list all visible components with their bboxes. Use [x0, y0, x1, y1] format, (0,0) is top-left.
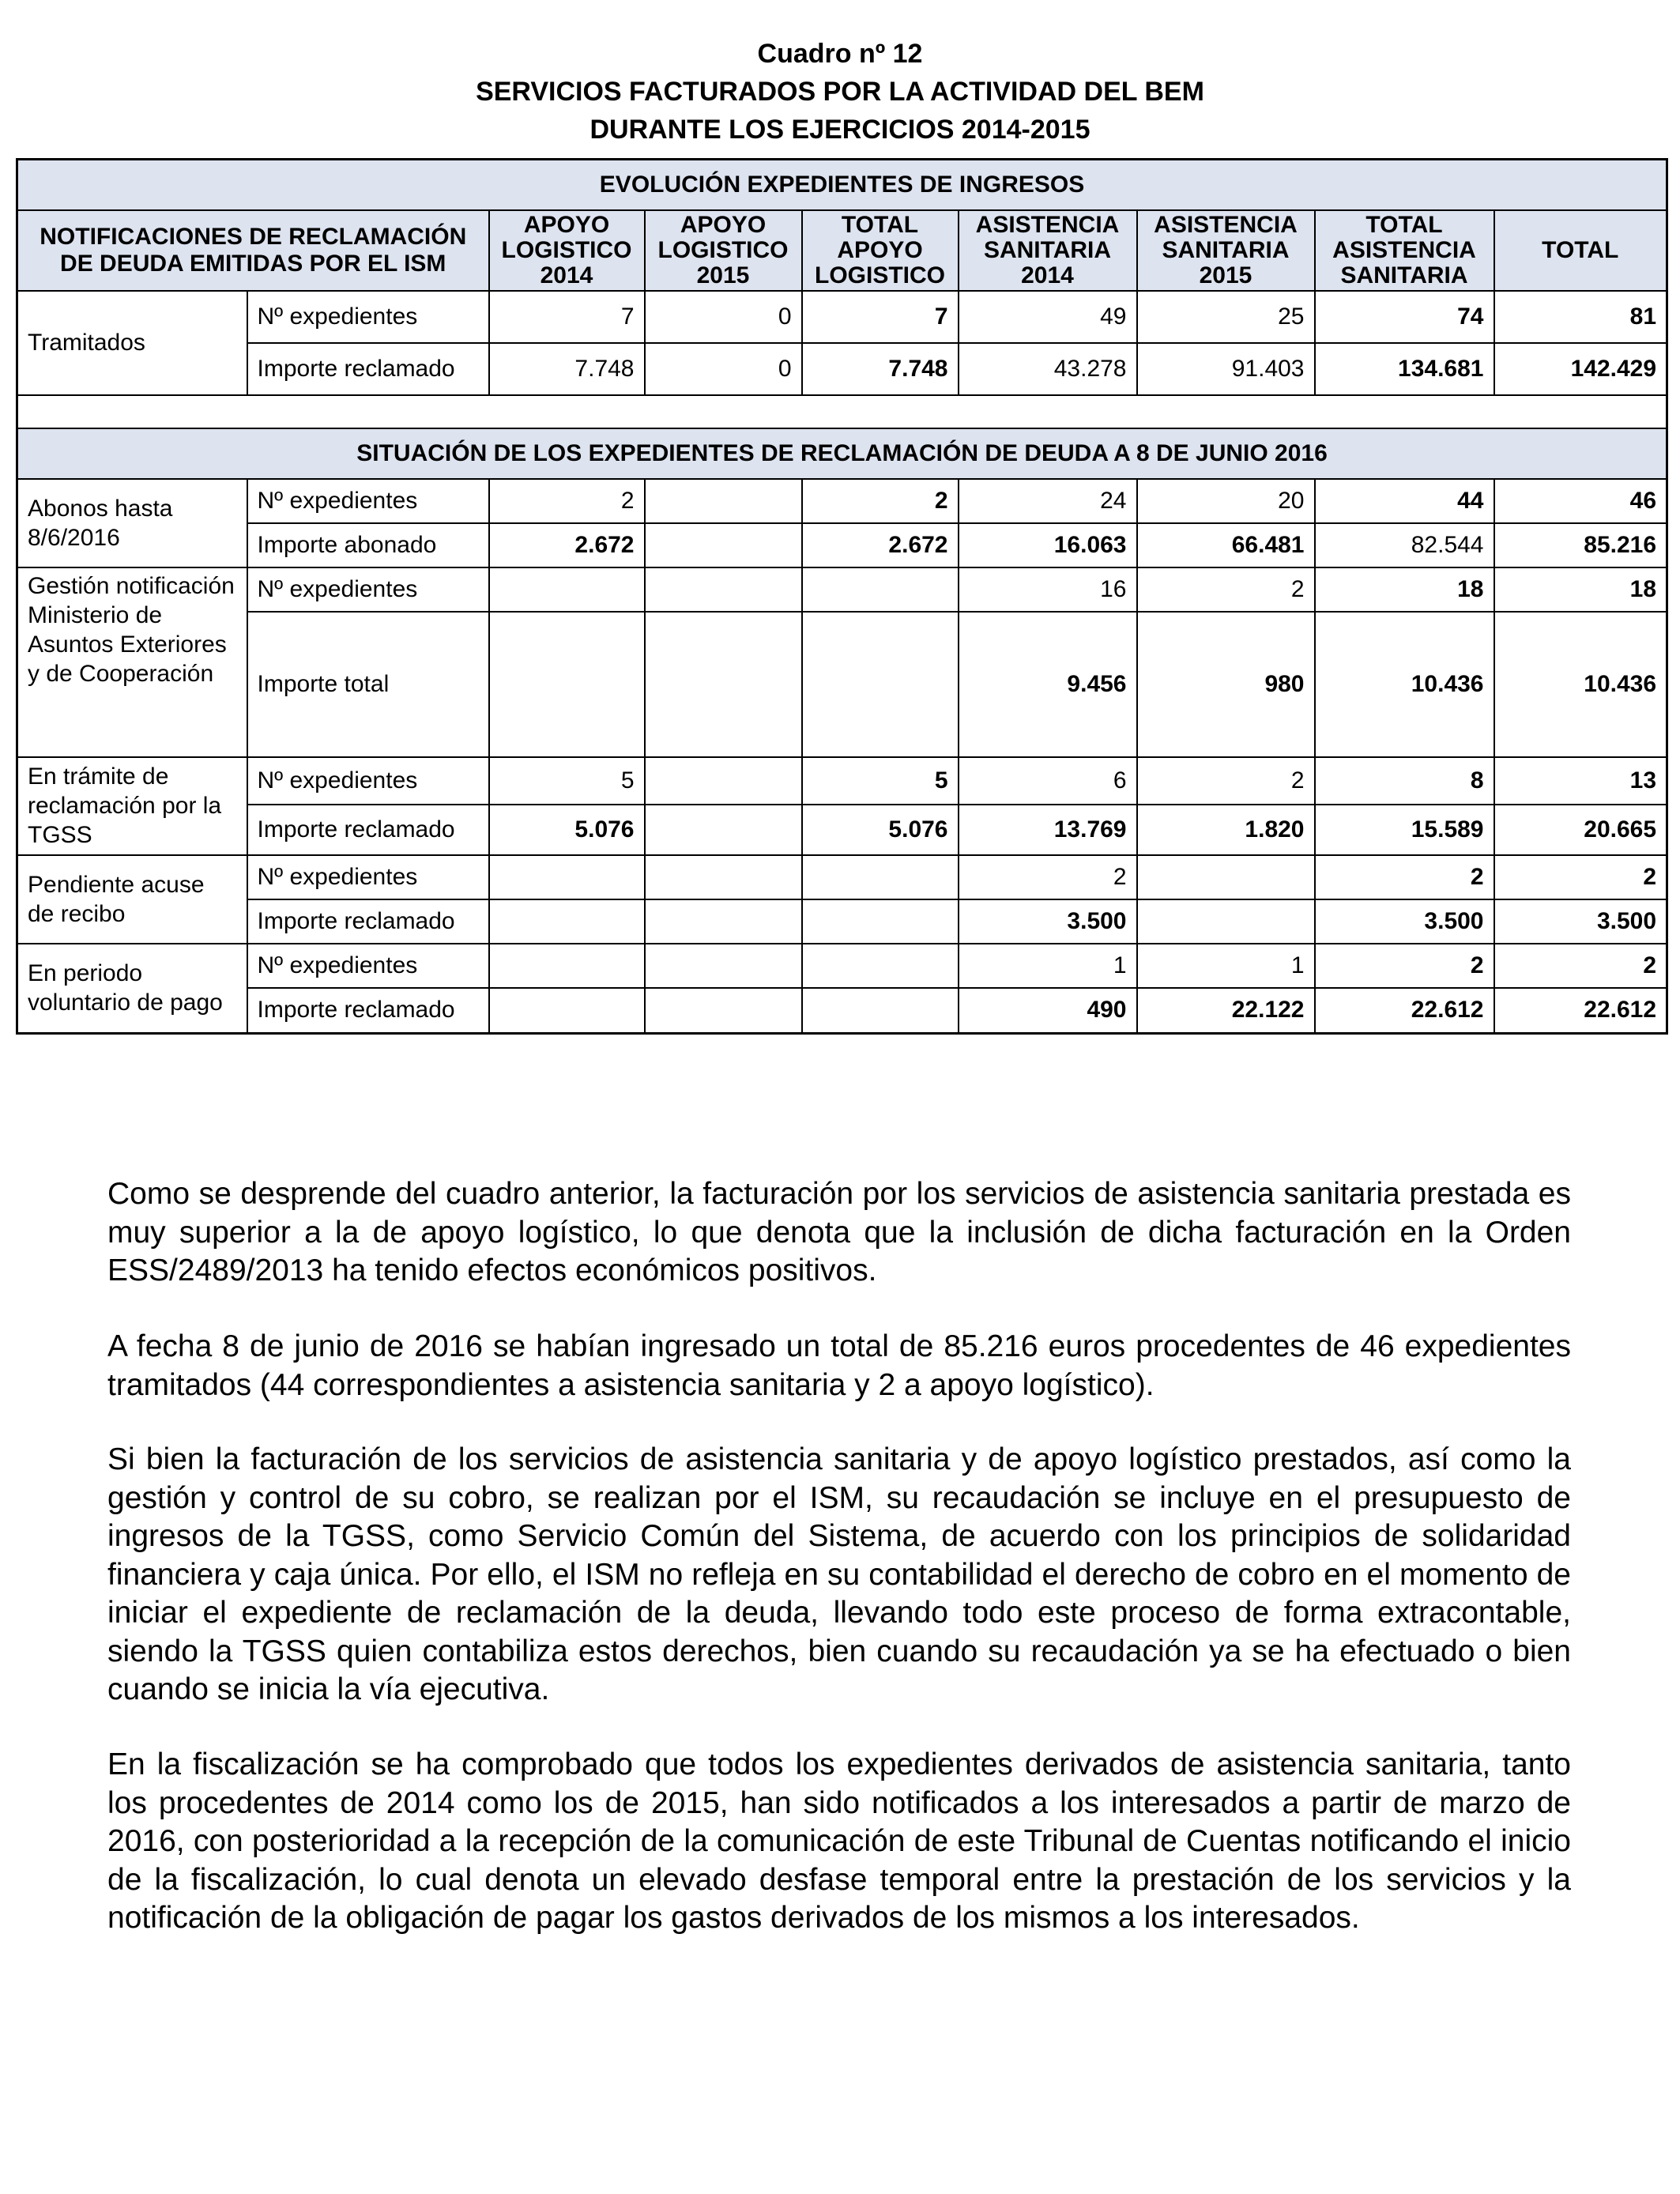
table-cell: 1 [1137, 944, 1315, 988]
column-header: APOYO LOGISTICO 2015 [645, 210, 802, 291]
table-cell: 66.481 [1137, 523, 1315, 567]
table-cell [802, 855, 959, 899]
row-label: Nº expedientes [247, 855, 489, 899]
table-cell: 13.769 [959, 805, 1137, 855]
table-cell [645, 567, 802, 612]
table-cell [802, 567, 959, 612]
row-label: Importe reclamado [247, 805, 489, 855]
column-header: APOYO LOGISTICO 2014 [489, 210, 645, 291]
table-cell-total: 142.429 [1494, 343, 1667, 395]
row-label: Importe reclamado [247, 343, 489, 395]
table-cell [645, 899, 802, 944]
table-cell: 134.681 [1315, 343, 1494, 395]
table-cell-total: 81 [1494, 291, 1667, 343]
table-cell [489, 988, 645, 1034]
table-cell: 16 [959, 567, 1137, 612]
table-cell: 7.748 [489, 343, 645, 395]
table-cell-total: 18 [1494, 567, 1667, 612]
table-cell: 74 [1315, 291, 1494, 343]
table-cell: 22.122 [1137, 988, 1315, 1034]
row-label: Nº expedientes [247, 944, 489, 988]
table-cell: 2 [1315, 855, 1494, 899]
table-cell-total: 2 [1494, 855, 1667, 899]
table-cell [802, 899, 959, 944]
table-cell [489, 612, 645, 757]
row-label: Nº expedientes [247, 291, 489, 343]
table-cell: 5.076 [489, 805, 645, 855]
table-cell [802, 988, 959, 1034]
table-cell: 2 [489, 479, 645, 523]
table-cell: 82.544 [1315, 523, 1494, 567]
table-cell-total: 2 [1494, 944, 1667, 988]
table-cell: 2 [959, 855, 1137, 899]
group-label: En periodo voluntario de pago [17, 944, 247, 1034]
table-cell: 3.500 [1315, 899, 1494, 944]
table-cell: 1 [959, 944, 1137, 988]
table-cell [489, 567, 645, 612]
table-cell: 0 [645, 343, 802, 395]
table-cell: 16.063 [959, 523, 1137, 567]
table-cell: 7 [489, 291, 645, 343]
body-paragraph: Si bien la facturación de los servicios de asistencia sanitaria y de apoyo logístico prestados, así como la gestión y control de su cobro, se realizan por el ISM, su recaudación se incluye en el presupuesto de ingresos de la TGSS, como Servicio Común del Sistema, de acuerdo con los principios de solidaridad financiera y caja única. Por ello, el ISM no refleja en su contabilidad el derecho de cobro en el momento de iniciar el expediente de reclamación de la deuda, llevando todo este proceso de forma extracontable, siendo la TGSS quien contabiliza estos derechos, bien cuando su recaudación ya se ha efectuado o bien cuando se inicia la vía ejecutiva. [107, 1442, 1571, 1706]
column-header: ASISTENCIA SANITARIA 2015 [1137, 210, 1315, 291]
table-caption [0, 35, 1680, 149]
table-cell [1137, 899, 1315, 944]
table-cell [645, 805, 802, 855]
table-cell: 2 [802, 479, 959, 523]
row-label: Importe abonado [247, 523, 489, 567]
table-cell-total: 20.665 [1494, 805, 1667, 855]
row-label: Importe total [247, 612, 489, 757]
column-header-total: TOTAL [1494, 210, 1667, 291]
caption-period: DURANTE LOS EJERCICIOS 2014-2015 [590, 115, 1090, 145]
billing-table [16, 158, 1668, 1035]
table-cell-total: 22.612 [1494, 988, 1667, 1034]
table-cell: 24 [959, 479, 1137, 523]
table-cell-total: 3.500 [1494, 899, 1667, 944]
section-title-status: SITUACIÓN DE LOS EXPEDIENTES DE RECLAMACIÓN DE DEUDA A 8 DE JUNIO 2016 [17, 428, 1667, 479]
table-cell [1137, 855, 1315, 899]
table-cell: 10.436 [1315, 612, 1494, 757]
table-cell: 91.403 [1137, 343, 1315, 395]
table-cell: 6 [959, 757, 1137, 805]
caption-number: Cuadro nº 12 [757, 39, 923, 69]
row-label: Importe reclamado [247, 988, 489, 1034]
table-cell: 2 [1137, 757, 1315, 805]
caption-title: SERVICIOS FACTURADOS POR LA ACTIVIDAD DEL BEM [476, 77, 1204, 107]
table-cell [645, 855, 802, 899]
spacer-row [17, 395, 1667, 428]
table-cell: 49 [959, 291, 1137, 343]
table-cell: 490 [959, 988, 1137, 1034]
table-cell: 2.672 [489, 523, 645, 567]
row-label: Nº expedientes [247, 757, 489, 805]
table-cell [645, 479, 802, 523]
table-cell: 0 [645, 291, 802, 343]
table-cell: 7 [802, 291, 959, 343]
table-cell: 8 [1315, 757, 1494, 805]
body-paragraph: A fecha 8 de junio de 2016 se habían ingresado un total de 85.216 euros procedentes de 46 expedientes tramitados (44 correspondientes a asistencia sanitaria y 2 a apoyo logístico). [107, 1329, 1571, 1402]
table-cell: 20 [1137, 479, 1315, 523]
group-label: Abonos hasta 8/6/2016 [17, 479, 247, 567]
body-paragraph: En la fiscalización se ha comprobado que todos los expedientes derivados de asistencia sanitaria, tanto los procedentes de 2014 como los de 2015, han sido notificados a los interesados a partir de marzo de 2016, con posterioridad a la recepción de la comunicación de este Tribunal de Cuentas notificando el inicio de la fiscalización, lo cual denota un elevado desfase temporal entre la prestación de los servicios y la notificación de la obligación de pagar los gastos derivados de los mismos a los interesados. [107, 1747, 1571, 1935]
table-cell: 7.748 [802, 343, 959, 395]
row-label: Nº expedientes [247, 479, 489, 523]
table-cell: 5.076 [802, 805, 959, 855]
table-cell-total: 46 [1494, 479, 1667, 523]
row-header-label: NOTIFICACIONES DE RECLAMACIÓN DE DEUDA EMITIDAS POR EL ISM [17, 210, 489, 291]
row-label: Nº expedientes [247, 567, 489, 612]
body-paragraph: Como se desprende del cuadro anterior, la facturación por los servicios de asistencia sanitaria prestada es muy superior a la de apoyo logístico, lo que denota que la inclusión de dicha facturación en la Orden ESS/2489/2013 ha tenido efectos económicos positivos. [107, 1177, 1571, 1287]
table-cell [645, 944, 802, 988]
table-cell: 44 [1315, 479, 1494, 523]
table-cell [489, 899, 645, 944]
table-cell [645, 612, 802, 757]
table-cell: 5 [802, 757, 959, 805]
table-cell: 2.672 [802, 523, 959, 567]
table-cell-total: 13 [1494, 757, 1667, 805]
table-cell [489, 855, 645, 899]
table-cell: 1.820 [1137, 805, 1315, 855]
row-label: Importe reclamado [247, 899, 489, 944]
group-label: Pendiente acuse de recibo [17, 855, 247, 944]
column-header: TOTAL APOYO LOGISTICO [802, 210, 959, 291]
table-cell [645, 523, 802, 567]
group-label: Tramitados [17, 291, 247, 395]
table-cell: 15.589 [1315, 805, 1494, 855]
table-cell: 43.278 [959, 343, 1137, 395]
table-cell: 3.500 [959, 899, 1137, 944]
table-cell-total: 85.216 [1494, 523, 1667, 567]
table-cell [645, 757, 802, 805]
table-cell: 980 [1137, 612, 1315, 757]
section-title-evolution: EVOLUCIÓN EXPEDIENTES DE INGRESOS [17, 160, 1667, 210]
table-cell [645, 988, 802, 1034]
column-header: TOTAL ASISTENCIA SANITARIA [1315, 210, 1494, 291]
table-cell: 2 [1315, 944, 1494, 988]
table-cell [802, 612, 959, 757]
table-cell [489, 944, 645, 988]
table-cell-total: 10.436 [1494, 612, 1667, 757]
table-cell: 25 [1137, 291, 1315, 343]
group-label: Gestión notificación Ministerio de Asuntos Exteriores y de Cooperación [17, 567, 247, 757]
table-cell: 22.612 [1315, 988, 1494, 1034]
table-cell: 18 [1315, 567, 1494, 612]
table-cell: 9.456 [959, 612, 1137, 757]
table-cell [802, 944, 959, 988]
table-cell: 5 [489, 757, 645, 805]
table-cell: 2 [1137, 567, 1315, 612]
column-header: ASISTENCIA SANITARIA 2014 [959, 210, 1137, 291]
group-label: En trámite de reclamación por la TGSS [17, 757, 247, 855]
